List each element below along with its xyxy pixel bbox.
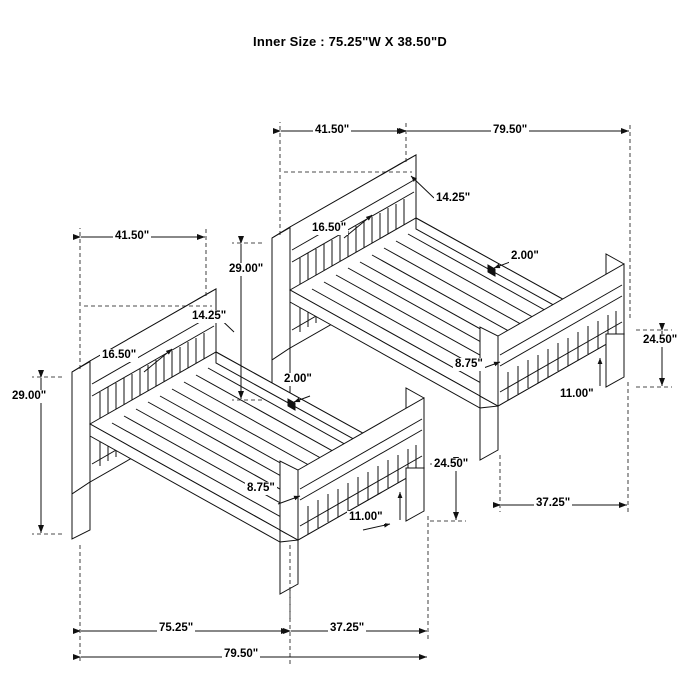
dim-top-panel-height: 16.50" bbox=[312, 222, 347, 234]
dim-top-slat-top: 14.25" bbox=[436, 192, 471, 204]
dim-top-total-height: 29.00" bbox=[229, 263, 264, 275]
dim-bottom-footboard-panel: 11.00" bbox=[349, 511, 383, 523]
dim-top-overall-length: 79.50" bbox=[493, 124, 528, 136]
dim-bottom-panel-height: 16.50" bbox=[102, 349, 137, 361]
page-title: Inner Size : 75.25"W X 38.50"D bbox=[253, 34, 447, 49]
dim-bottom-inner-length: 75.25" bbox=[159, 622, 194, 634]
dim-bottom-headboard-width: 41.50" bbox=[115, 230, 150, 242]
dim-top-footboard-height: 24.50" bbox=[643, 334, 678, 346]
dim-bottom-footboard-depth: 37.25" bbox=[330, 622, 365, 634]
dim-bottom-footboard-height: 24.50" bbox=[434, 458, 469, 470]
dim-top-footboard-panel: 11.00" bbox=[560, 388, 594, 400]
dim-top-footboard-depth: 37.25" bbox=[536, 497, 571, 509]
dim-bottom-total-height: 29.00" bbox=[12, 390, 47, 402]
dim-bottom-overall-length: 79.50" bbox=[224, 648, 259, 660]
dim-top-footboard-rail: 8.75" bbox=[455, 358, 483, 370]
dim-top-headboard-width: 41.50" bbox=[315, 124, 350, 136]
dim-bottom-footboard-rail: 8.75" bbox=[247, 482, 275, 494]
dim-bottom-slat-top: 14.25" bbox=[192, 310, 227, 322]
dim-bottom-slat-thickness: 2.00" bbox=[284, 373, 312, 385]
dim-top-slat-thickness: 2.00" bbox=[511, 250, 539, 262]
